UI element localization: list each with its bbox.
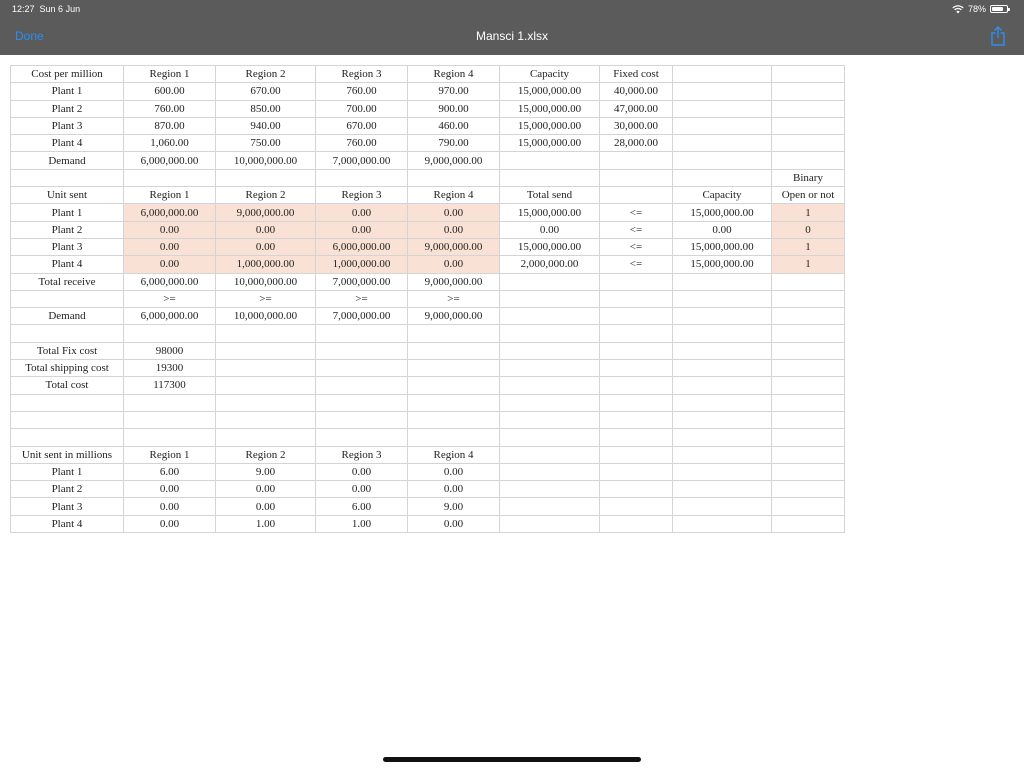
cell[interactable]: 9.00 [216, 463, 316, 480]
cell[interactable] [500, 273, 600, 290]
cell[interactable]: 15,000,000.00 [500, 135, 600, 152]
cell[interactable]: 900.00 [408, 100, 500, 117]
cell[interactable]: >= [124, 290, 216, 307]
cell[interactable] [600, 169, 673, 186]
cell[interactable]: 9,000,000.00 [408, 308, 500, 325]
cell[interactable]: Plant 1 [11, 204, 124, 221]
cell[interactable]: 9,000,000.00 [408, 152, 500, 169]
cell[interactable]: Region 3 [316, 446, 408, 463]
battery-fill [992, 7, 1003, 11]
cell[interactable]: Plant 4 [11, 135, 124, 152]
cell[interactable] [316, 411, 408, 428]
cell[interactable]: Open or not [772, 187, 845, 204]
cell[interactable]: Region 2 [216, 446, 316, 463]
cell[interactable]: Region 1 [124, 187, 216, 204]
cell[interactable]: Plant 3 [11, 238, 124, 255]
cell[interactable] [124, 394, 216, 411]
cell[interactable] [408, 342, 500, 359]
constraint-row [11, 290, 845, 307]
cell[interactable]: 15,000,000.00 [500, 100, 600, 117]
cell[interactable]: 0.00 [408, 515, 500, 532]
cell[interactable]: 6,000,000.00 [124, 308, 216, 325]
cell[interactable] [673, 481, 772, 498]
cell[interactable] [408, 325, 500, 342]
spreadsheet-grid [10, 65, 845, 533]
cell[interactable] [772, 290, 845, 307]
decision-cell[interactable]: 0.00 [216, 221, 316, 238]
battery-percent: 78% [967, 4, 986, 14]
cell[interactable] [124, 429, 216, 446]
cell[interactable] [772, 152, 845, 169]
decision-cell[interactable]: 0.00 [124, 238, 216, 255]
blank-row [11, 169, 845, 186]
decision-cell[interactable]: 1 [772, 238, 845, 255]
cell[interactable]: 0.00 [408, 481, 500, 498]
decision-cell[interactable]: 9,000,000.00 [216, 204, 316, 221]
cell[interactable]: 1.00 [316, 515, 408, 532]
millions-row [11, 463, 845, 480]
cell[interactable]: Region 4 [408, 66, 500, 83]
cell[interactable]: 0.00 [124, 515, 216, 532]
status-bar [0, 0, 1024, 18]
cell[interactable] [772, 308, 845, 325]
cell[interactable]: 760.00 [316, 83, 408, 100]
cell[interactable] [673, 169, 772, 186]
cell[interactable]: 940.00 [216, 117, 316, 134]
cell[interactable] [673, 377, 772, 394]
decision-cell[interactable]: 1 [772, 256, 845, 273]
unit-row [11, 256, 845, 273]
cell[interactable]: 98000 [124, 342, 216, 359]
cell[interactable]: Region 2 [216, 187, 316, 204]
cell[interactable]: 700.00 [316, 100, 408, 117]
cell[interactable]: 7,000,000.00 [316, 308, 408, 325]
decision-cell[interactable]: 0.00 [408, 256, 500, 273]
cell[interactable] [316, 429, 408, 446]
cell[interactable] [11, 325, 124, 342]
cell[interactable] [772, 66, 845, 83]
cell[interactable] [316, 394, 408, 411]
cell[interactable] [500, 360, 600, 377]
cell[interactable] [600, 481, 673, 498]
cell[interactable] [772, 446, 845, 463]
cell[interactable] [673, 360, 772, 377]
cell[interactable] [316, 342, 408, 359]
cost-row [11, 100, 845, 117]
cell[interactable]: 10,000,000.00 [216, 273, 316, 290]
cell[interactable]: 0.00 [316, 463, 408, 480]
cell[interactable]: Plant 4 [11, 515, 124, 532]
decision-cell[interactable]: 1 [772, 204, 845, 221]
cell[interactable] [500, 377, 600, 394]
cell[interactable] [772, 100, 845, 117]
cell[interactable] [600, 342, 673, 359]
unit-row [11, 204, 845, 221]
decision-cell[interactable]: 0.00 [316, 221, 408, 238]
cell[interactable] [500, 394, 600, 411]
cell[interactable] [772, 463, 845, 480]
cell[interactable] [216, 377, 316, 394]
cell[interactable] [772, 342, 845, 359]
cell[interactable] [600, 308, 673, 325]
cell[interactable]: 10,000,000.00 [216, 308, 316, 325]
cell[interactable] [673, 446, 772, 463]
decision-cell[interactable]: 0 [772, 221, 845, 238]
cell[interactable] [500, 446, 600, 463]
decision-cell[interactable]: 0.00 [124, 256, 216, 273]
unit-row [11, 221, 845, 238]
cell[interactable]: Plant 2 [11, 481, 124, 498]
cell[interactable] [124, 169, 216, 186]
cell[interactable] [124, 411, 216, 428]
cell[interactable]: 1,060.00 [124, 135, 216, 152]
cell[interactable]: 15,000,000.00 [673, 204, 772, 221]
battery-icon [990, 5, 1008, 13]
cell[interactable] [600, 463, 673, 480]
cell[interactable] [216, 429, 316, 446]
summary-row [11, 342, 845, 359]
cell[interactable]: 6.00 [316, 498, 408, 515]
cell[interactable]: 850.00 [216, 100, 316, 117]
blank-row [11, 429, 845, 446]
cell[interactable] [673, 100, 772, 117]
cell[interactable] [673, 342, 772, 359]
cell[interactable]: 760.00 [124, 100, 216, 117]
cell[interactable] [600, 377, 673, 394]
cell[interactable] [673, 83, 772, 100]
cell[interactable] [772, 117, 845, 134]
decision-cell[interactable]: 0.00 [316, 204, 408, 221]
cell[interactable]: 670.00 [316, 117, 408, 134]
cell[interactable] [500, 342, 600, 359]
cell[interactable] [673, 325, 772, 342]
cell[interactable] [673, 152, 772, 169]
millions-row [11, 481, 845, 498]
cell[interactable] [500, 325, 600, 342]
cell[interactable]: Total send [500, 187, 600, 204]
cell[interactable] [673, 463, 772, 480]
cell[interactable]: 47,000.00 [600, 100, 673, 117]
cell[interactable] [11, 411, 124, 428]
decision-cell[interactable]: 1,000,000.00 [316, 256, 408, 273]
cell[interactable] [500, 498, 600, 515]
cell[interactable]: Fixed cost [600, 66, 673, 83]
cell[interactable]: 760.00 [316, 135, 408, 152]
cell[interactable] [11, 394, 124, 411]
cell[interactable] [673, 515, 772, 532]
cell[interactable] [673, 308, 772, 325]
blank-row [11, 411, 845, 428]
decision-cell[interactable]: 9,000,000.00 [408, 238, 500, 255]
cell[interactable]: 870.00 [124, 117, 216, 134]
cell[interactable] [500, 411, 600, 428]
cell[interactable] [673, 135, 772, 152]
document-title: Mansci 1.xlsx [475, 29, 549, 43]
cell[interactable]: Unit sent [11, 187, 124, 204]
cell[interactable]: <= [600, 221, 673, 238]
cost-row [11, 83, 845, 100]
cell[interactable]: 9,000,000.00 [408, 273, 500, 290]
cell[interactable] [316, 360, 408, 377]
cell[interactable] [772, 135, 845, 152]
cell[interactable] [216, 169, 316, 186]
cell[interactable]: Capacity [500, 66, 600, 83]
cell[interactable]: Plant 2 [11, 100, 124, 117]
nav-bar [0, 18, 1024, 55]
cell[interactable] [600, 515, 673, 532]
decision-cell[interactable]: 0.00 [124, 221, 216, 238]
cell[interactable]: 10,000,000.00 [216, 152, 316, 169]
decision-cell[interactable]: 0.00 [408, 221, 500, 238]
cell[interactable]: 6.00 [124, 463, 216, 480]
status-time-date [12, 4, 80, 14]
decision-cell[interactable]: 6,000,000.00 [124, 204, 216, 221]
cell[interactable] [408, 377, 500, 394]
cell[interactable]: 0.00 [216, 481, 316, 498]
status-date: Sun 6 Jun [39, 4, 81, 14]
cell[interactable]: 15,000,000.00 [673, 238, 772, 255]
cell[interactable]: Plant 3 [11, 498, 124, 515]
cell[interactable]: 2,000,000.00 [500, 256, 600, 273]
cell[interactable]: Binary [772, 169, 845, 186]
cell[interactable]: 15,000,000.00 [500, 83, 600, 100]
cell[interactable]: 970.00 [408, 83, 500, 100]
blank-row [11, 325, 845, 342]
cell[interactable] [500, 152, 600, 169]
cell[interactable]: Region 2 [216, 66, 316, 83]
cell[interactable]: Region 4 [408, 187, 500, 204]
cell[interactable]: Plant 3 [11, 117, 124, 134]
cell[interactable]: 15,000,000.00 [500, 238, 600, 255]
summary-row [11, 360, 845, 377]
total-receive-row [11, 273, 845, 290]
cell[interactable]: 790.00 [408, 135, 500, 152]
cell[interactable] [500, 515, 600, 532]
cell[interactable] [673, 117, 772, 134]
cell[interactable]: 0.00 [500, 221, 600, 238]
cell[interactable] [216, 394, 316, 411]
cell[interactable] [316, 325, 408, 342]
cell[interactable] [772, 411, 845, 428]
cell[interactable] [772, 429, 845, 446]
cell[interactable] [673, 429, 772, 446]
cost-demand-row [11, 152, 845, 169]
cell[interactable] [673, 394, 772, 411]
cell[interactable]: Total Fix cost [11, 342, 124, 359]
wifi-icon [952, 5, 964, 14]
cell[interactable] [11, 429, 124, 446]
cost-row [11, 135, 845, 152]
cell[interactable] [600, 360, 673, 377]
cell[interactable] [500, 290, 600, 307]
status-time: 12:27 [12, 4, 35, 14]
cell[interactable] [673, 498, 772, 515]
cell[interactable] [673, 273, 772, 290]
cell[interactable] [772, 481, 845, 498]
cell[interactable]: 0.00 [408, 463, 500, 480]
cell[interactable] [500, 481, 600, 498]
cell[interactable] [216, 360, 316, 377]
cell[interactable] [772, 325, 845, 342]
cell[interactable]: 15,000,000.00 [500, 117, 600, 134]
cell[interactable] [600, 446, 673, 463]
cell[interactable]: 9.00 [408, 498, 500, 515]
cell[interactable]: 1.00 [216, 515, 316, 532]
cell[interactable]: Demand [11, 308, 124, 325]
cell[interactable]: 0.00 [216, 498, 316, 515]
cell[interactable] [772, 498, 845, 515]
cell[interactable] [673, 290, 772, 307]
cell[interactable] [600, 187, 673, 204]
cell[interactable]: Unit sent in millions [11, 446, 124, 463]
decision-cell[interactable]: 0.00 [408, 204, 500, 221]
cell[interactable] [408, 169, 500, 186]
cell[interactable]: Plant 1 [11, 463, 124, 480]
cell[interactable]: 7,000,000.00 [316, 273, 408, 290]
cell[interactable]: 15,000,000.00 [673, 256, 772, 273]
cell[interactable]: >= [316, 290, 408, 307]
cell[interactable]: 30,000.00 [600, 117, 673, 134]
cell[interactable] [408, 360, 500, 377]
blank-row [11, 394, 845, 411]
decision-cell[interactable]: 1,000,000.00 [216, 256, 316, 273]
cell[interactable]: Total receive [11, 273, 124, 290]
share-icon[interactable] [990, 26, 1006, 46]
home-indicator[interactable] [383, 757, 641, 762]
unit-header-row [11, 187, 845, 204]
cell[interactable] [772, 515, 845, 532]
cell[interactable]: <= [600, 256, 673, 273]
cell[interactable]: Region 1 [124, 446, 216, 463]
cost-header-row [11, 66, 845, 83]
cell[interactable]: 670.00 [216, 83, 316, 100]
cell[interactable] [216, 342, 316, 359]
unit-row [11, 238, 845, 255]
cell[interactable]: Region 3 [316, 66, 408, 83]
cell[interactable]: 19300 [124, 360, 216, 377]
cell[interactable]: Capacity [673, 187, 772, 204]
cell[interactable]: Total shipping cost [11, 360, 124, 377]
cell[interactable]: 7,000,000.00 [316, 152, 408, 169]
cell[interactable]: 6,000,000.00 [124, 152, 216, 169]
cell[interactable]: Plant 1 [11, 83, 124, 100]
cell[interactable]: Region 1 [124, 66, 216, 83]
cell[interactable] [772, 377, 845, 394]
cell[interactable]: 0.00 [673, 221, 772, 238]
cell[interactable]: Plant 2 [11, 221, 124, 238]
cell[interactable] [772, 394, 845, 411]
cell[interactable] [11, 169, 124, 186]
cell[interactable] [216, 325, 316, 342]
cell[interactable] [600, 273, 673, 290]
cell[interactable] [673, 411, 772, 428]
done-button[interactable]: Done [15, 29, 44, 43]
cell[interactable]: 750.00 [216, 135, 316, 152]
cell[interactable]: 28,000.00 [600, 135, 673, 152]
cell[interactable]: Cost per million [11, 66, 124, 83]
cell[interactable]: Region 3 [316, 187, 408, 204]
cell[interactable] [600, 325, 673, 342]
cell[interactable] [316, 377, 408, 394]
cell[interactable]: 117300 [124, 377, 216, 394]
cell[interactable] [600, 152, 673, 169]
cell[interactable]: Total cost [11, 377, 124, 394]
cell[interactable] [316, 169, 408, 186]
cell[interactable]: Region 4 [408, 446, 500, 463]
cell[interactable]: >= [216, 290, 316, 307]
cell[interactable] [500, 463, 600, 480]
cell[interactable]: 600.00 [124, 83, 216, 100]
millions-header-row [11, 446, 845, 463]
cell[interactable]: 0.00 [124, 481, 216, 498]
cell[interactable] [772, 83, 845, 100]
status-right [952, 4, 1008, 14]
cell[interactable]: 40,000.00 [600, 83, 673, 100]
cell[interactable]: 6,000,000.00 [124, 273, 216, 290]
millions-row [11, 515, 845, 532]
cell[interactable] [216, 411, 316, 428]
cell[interactable]: <= [600, 238, 673, 255]
cell[interactable]: Demand [11, 152, 124, 169]
summary-row [11, 377, 845, 394]
cell[interactable] [600, 429, 673, 446]
millions-row [11, 498, 845, 515]
cell[interactable] [11, 290, 124, 307]
cell[interactable]: 0.00 [316, 481, 408, 498]
decision-cell[interactable]: 0.00 [216, 238, 316, 255]
cost-row [11, 117, 845, 134]
cell[interactable] [600, 411, 673, 428]
decision-cell[interactable]: 6,000,000.00 [316, 238, 408, 255]
unit-demand-row [11, 308, 845, 325]
cell[interactable]: 15,000,000.00 [500, 204, 600, 221]
cell[interactable] [500, 308, 600, 325]
cell[interactable] [673, 66, 772, 83]
cell[interactable]: 460.00 [408, 117, 500, 134]
cell[interactable] [600, 394, 673, 411]
cell[interactable] [772, 273, 845, 290]
cell[interactable] [408, 411, 500, 428]
cell[interactable] [772, 360, 845, 377]
cell[interactable] [600, 498, 673, 515]
cell[interactable]: >= [408, 290, 500, 307]
cell[interactable]: Plant 4 [11, 256, 124, 273]
cell[interactable] [408, 429, 500, 446]
cell[interactable] [600, 290, 673, 307]
cell[interactable] [408, 394, 500, 411]
cell[interactable]: 0.00 [124, 498, 216, 515]
cell[interactable] [500, 169, 600, 186]
cell[interactable] [124, 325, 216, 342]
cell[interactable]: <= [600, 204, 673, 221]
cell[interactable] [500, 429, 600, 446]
